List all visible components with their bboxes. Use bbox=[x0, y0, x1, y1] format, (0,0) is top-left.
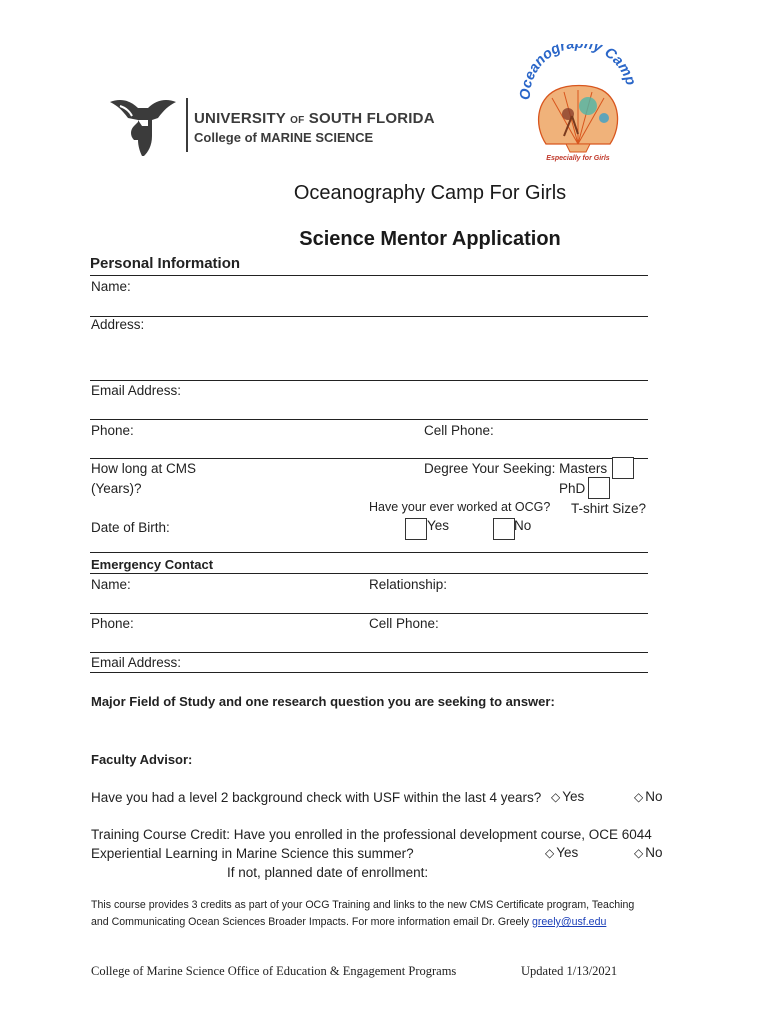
training-question-line2: Experiential Learning in Marine Science this summer? bbox=[91, 846, 414, 861]
phd-label: PhD bbox=[559, 481, 586, 496]
address-field-line[interactable] bbox=[90, 380, 648, 381]
usf-logo bbox=[108, 96, 435, 158]
emergency-email-label: Email Address: bbox=[91, 655, 182, 670]
footer-updated: Updated 1/13/2021 bbox=[521, 964, 618, 978]
ocg-yes-checkbox[interactable] bbox=[405, 518, 427, 540]
emergency-name-field-line[interactable] bbox=[90, 613, 648, 614]
background-yes-label: Yes bbox=[562, 789, 585, 804]
diamond-radio-icon: ◇ bbox=[634, 846, 644, 860]
course-note-line2 bbox=[91, 916, 606, 928]
usf-name-part2: SOUTH FLORIDA bbox=[308, 110, 435, 127]
background-yes-option[interactable] bbox=[551, 789, 584, 804]
ocg-yes-label: Yes bbox=[427, 518, 450, 533]
course-note-line1: This course provides 3 credits as part of your OCG Training and links to the new CMS Certificate program, Teaching bbox=[91, 899, 635, 911]
phd-checkbox[interactable] bbox=[588, 477, 610, 499]
name-field-line[interactable] bbox=[90, 316, 648, 317]
course-note-text: and Communicating Ocean Sciences Broader Impacts. For more information email Dr. Greely bbox=[91, 916, 532, 928]
cell-phone-label: Cell Phone: bbox=[424, 423, 494, 438]
divider bbox=[90, 552, 648, 553]
usf-bull-icon bbox=[108, 96, 178, 158]
emergency-email-field-line[interactable] bbox=[90, 672, 648, 673]
tshirt-label: T-shirt Size? bbox=[571, 501, 647, 516]
diamond-radio-icon: ◇ bbox=[545, 846, 555, 860]
emergency-phone-field-line[interactable] bbox=[90, 652, 648, 653]
how-long-label-line1: How long at CMS bbox=[91, 461, 197, 476]
diamond-radio-icon: ◇ bbox=[551, 790, 561, 804]
training-no-option[interactable] bbox=[634, 845, 663, 860]
how-long-label-line2: (Years)? bbox=[91, 481, 142, 496]
background-no-label: No bbox=[645, 789, 663, 804]
diamond-radio-icon: ◇ bbox=[634, 790, 644, 804]
camp-logo-tagline: Especially for Girls bbox=[546, 155, 610, 162]
emergency-phone-label: Phone: bbox=[91, 616, 134, 631]
background-no-option[interactable] bbox=[634, 789, 663, 804]
camp-logo bbox=[516, 44, 640, 166]
training-yes-label: Yes bbox=[556, 845, 579, 860]
phone-field-line[interactable] bbox=[90, 458, 648, 459]
name-label: Name: bbox=[91, 279, 131, 294]
training-no-label: No bbox=[645, 845, 663, 860]
emergency-cell-phone-label: Cell Phone: bbox=[369, 616, 439, 631]
planned-date-label: If not, planned date of enrollment: bbox=[227, 865, 429, 880]
masters-checkbox[interactable] bbox=[612, 457, 634, 479]
dob-label: Date of Birth: bbox=[91, 520, 170, 535]
divider bbox=[90, 275, 648, 276]
page-title: Oceanography Camp For Girls bbox=[293, 182, 567, 204]
major-field-question: Major Field of Study and one research question you are seeking to answer: bbox=[91, 694, 555, 709]
divider bbox=[90, 573, 648, 574]
worked-ocg-label: Have your ever worked at OCG? bbox=[369, 500, 551, 514]
phone-label: Phone: bbox=[91, 423, 134, 438]
page-subtitle: Science Mentor Application bbox=[299, 228, 561, 250]
training-yes-option[interactable] bbox=[545, 845, 578, 860]
usf-name-part1: UNIVERSITY bbox=[194, 110, 286, 127]
camp-logo-arc-text: Oceanogra hy Camp bbox=[517, 44, 639, 101]
relationship-label: Relationship: bbox=[369, 577, 448, 592]
usf-name-of: OF bbox=[290, 115, 305, 126]
emergency-contact-heading: Emergency Contact bbox=[91, 557, 214, 572]
background-check-question: Have you had a level 2 background check with USF within the last 4 years? bbox=[91, 790, 542, 805]
address-label: Address: bbox=[91, 317, 145, 332]
personal-information-heading: Personal Information bbox=[90, 255, 241, 272]
ocg-no-checkbox[interactable] bbox=[493, 518, 515, 540]
training-question-line1: Training Course Credit: Have you enrolled in the professional development course, OCE 6044 bbox=[91, 827, 652, 842]
greely-email-link[interactable]: greely@usf.edu bbox=[532, 916, 607, 928]
shell-icon bbox=[539, 86, 618, 153]
email-field-line[interactable] bbox=[90, 419, 648, 420]
faculty-advisor-label: Faculty Advisor: bbox=[91, 752, 193, 767]
usf-college-name: College of MARINE SCIENCE bbox=[194, 130, 374, 145]
degree-label: Degree Your Seeking: Masters bbox=[424, 461, 608, 476]
ocg-no-label: No bbox=[514, 518, 532, 533]
emergency-name-label: Name: bbox=[91, 577, 131, 592]
footer-office: College of Marine Science Office of Education & Engagement Programs bbox=[91, 964, 457, 978]
email-label: Email Address: bbox=[91, 383, 182, 398]
